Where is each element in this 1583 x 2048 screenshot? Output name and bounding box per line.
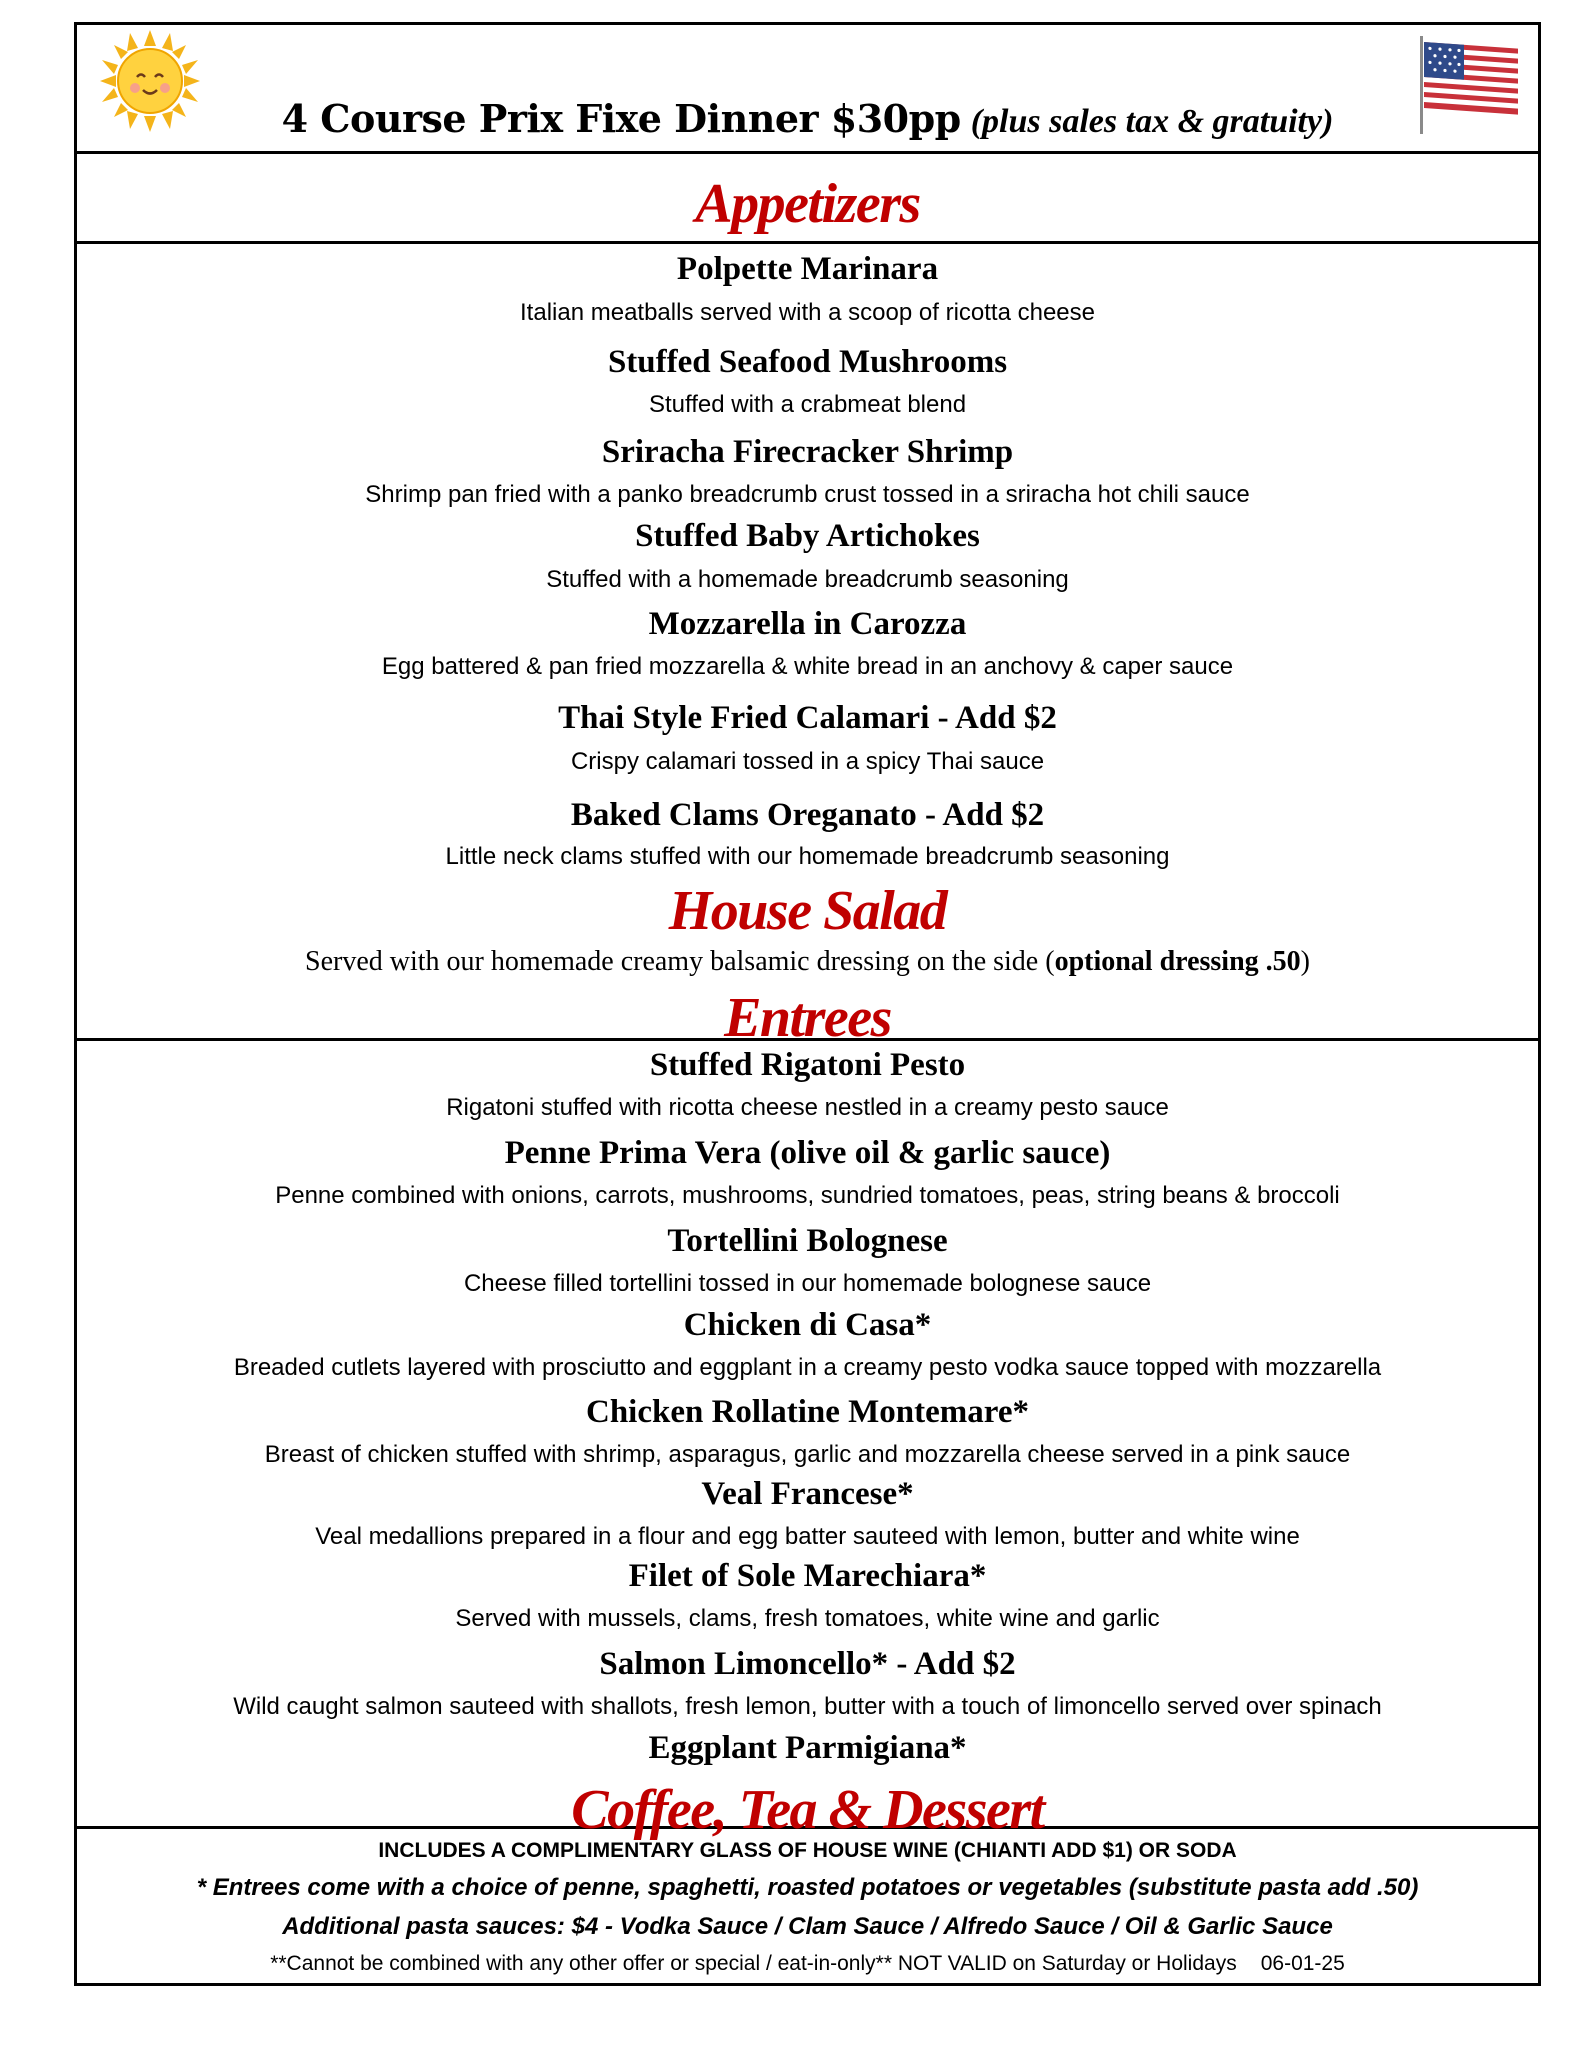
- salad-desc-text: Served with our homemade creamy balsamic dressing on the side (: [305, 946, 1055, 977]
- menu-title: [74, 96, 1541, 141]
- entree-desc: Served with mussels, clams, fresh tomatoes, white wine and garlic: [455, 1605, 1160, 1632]
- entree-desc: Wild caught salmon sauteed with shallots, fresh lemon, butter with a touch of limoncello served over spinach: [233, 1693, 1382, 1720]
- footer-sauces-note: Additional pasta sauces: $4 - Vodka Sauce / Clam Sauce / Alfredo Sauce / Oil & Garlic Sauce: [282, 1913, 1333, 1940]
- house-salad-desc: [74, 948, 1541, 976]
- appetizer-desc: Stuffed with a crabmeat blend: [648, 391, 967, 418]
- divider: [74, 151, 1541, 154]
- footer-disclaimer: [74, 1953, 1541, 1974]
- appetizer-desc: Egg battered & pan fried mozzarella & white bread in an anchovy & caper sauce: [381, 653, 1234, 680]
- appetizer-name: Mozzarella in Carozza: [648, 606, 967, 642]
- entree-name: Eggplant Parmigiana*: [648, 1730, 967, 1766]
- menu-date: 06-01-25: [1260, 1952, 1345, 1975]
- appetizer-desc: Stuffed with a homemade breadcrumb seasoning: [546, 566, 1069, 593]
- appetizer-desc: Italian meatballs served with a scoop of ricotta cheese: [520, 299, 1095, 326]
- entree-desc: Cheese filled tortellini tossed in our homemade bolognese sauce: [463, 1270, 1152, 1297]
- title-note: (plus sales tax & gratuity): [970, 103, 1334, 140]
- entree-desc: Breast of chicken stuffed with shrimp, asparagus, garlic and mozzarella cheese served in a pink sauce: [264, 1441, 1351, 1468]
- disclaimer-text: **Cannot be combined with any other offer or special / eat-in-only** NOT VALID on Saturday or Holidays: [270, 1952, 1237, 1975]
- appetizer-desc: Shrimp pan fried with a panko breadcrumb crust tossed in a sriracha hot chili sauce: [365, 481, 1250, 508]
- entree-name: Filet of Sole Marechiara*: [628, 1558, 987, 1594]
- section-heading-entrees: Entrees: [724, 987, 891, 1049]
- appetizer-name: Baked Clams Oreganato - Add $2: [570, 797, 1045, 833]
- section-heading-house-salad: House Salad: [668, 880, 947, 942]
- appetizer-desc: Crispy calamari tossed in a spicy Thai sauce: [570, 748, 1045, 775]
- appetizer-name: Stuffed Seafood Mushrooms: [607, 344, 1008, 380]
- entree-desc: Rigatoni stuffed with ricotta cheese nestled in a creamy pesto sauce: [446, 1094, 1169, 1121]
- appetizer-name: Polpette Marinara: [676, 251, 939, 287]
- entree-name: Chicken di Casa*: [683, 1307, 932, 1343]
- entree-desc: Penne combined with onions, carrots, mushrooms, sundried tomatoes, peas, string beans & broccoli: [275, 1182, 1340, 1209]
- appetizer-name: Sriracha Firecracker Shrimp: [601, 434, 1014, 470]
- section-heading-coffee-tea-dessert: Coffee, Tea & Dessert: [571, 1779, 1044, 1841]
- appetizer-name: Thai Style Fried Calamari - Add $2: [558, 700, 1057, 736]
- footer-wine-note: INCLUDES A COMPLIMENTARY GLASS OF HOUSE WINE (CHIANTI ADD $1) OR SODA: [378, 1839, 1237, 1862]
- appetizer-name: Stuffed Baby Artichokes: [635, 518, 980, 554]
- entree-desc: Breaded cutlets layered with prosciutto and eggplant in a creamy pesto vodka sauce topped with mozzarella: [233, 1354, 1382, 1381]
- entree-name: Stuffed Rigatoni Pesto: [649, 1047, 966, 1083]
- entree-name: Penne Prima Vera (olive oil & garlic sauce): [504, 1135, 1111, 1171]
- entree-name: Chicken Rollatine Montemare*: [585, 1394, 1029, 1430]
- section-heading-appetizers: Appetizers: [695, 173, 920, 235]
- divider: [74, 241, 1541, 244]
- entree-desc: Veal medallions prepared in a flour and egg batter sauteed with lemon, butter and white wine: [315, 1523, 1300, 1550]
- entree-name: Veal Francese*: [701, 1476, 914, 1512]
- optional-dressing-price: optional dressing .50: [1054, 946, 1301, 977]
- salad-desc-close: ): [1300, 946, 1310, 977]
- footer-sides-note: * Entrees come with a choice of penne, spaghetti, roasted potatoes or vegetables (substitute pasta add .50): [196, 1874, 1419, 1901]
- entree-name: Tortellini Bolognese: [667, 1223, 948, 1259]
- title-main: 4 Course Prix Fixe Dinner $30pp: [281, 96, 961, 141]
- entree-name: Salmon Limoncello* - Add $2: [599, 1646, 1016, 1682]
- appetizer-desc: Little neck clams stuffed with our homemade breadcrumb seasoning: [445, 843, 1170, 870]
